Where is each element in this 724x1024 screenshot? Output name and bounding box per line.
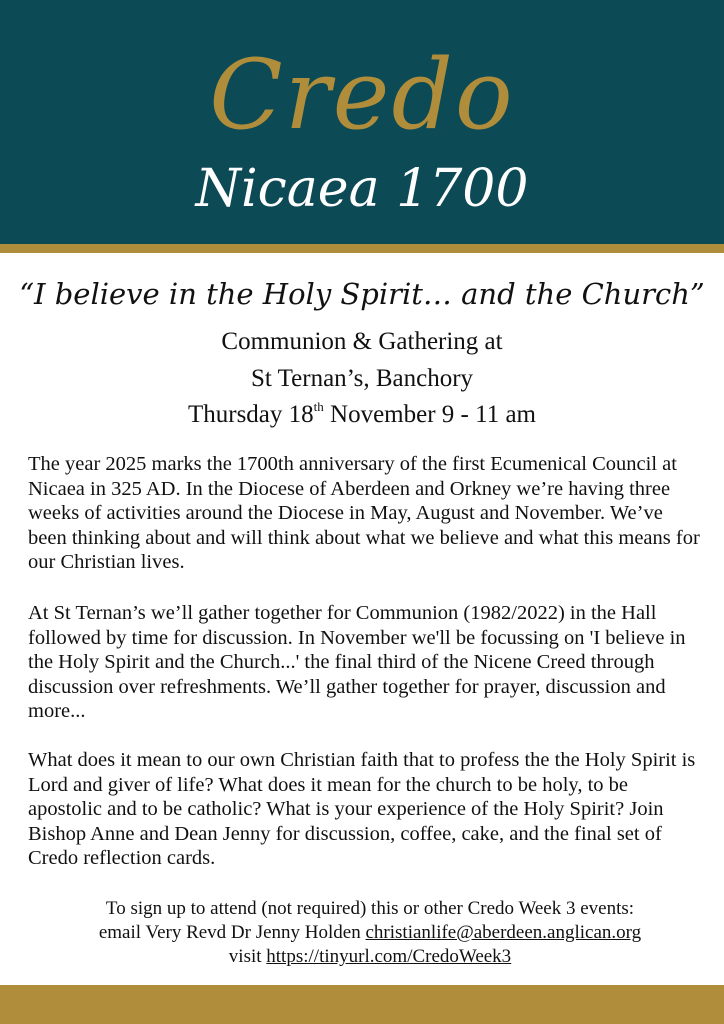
event-date <box>0 398 724 432</box>
paragraph-intro: The year 2025 marks the 1700th anniversary of the first Ecumenical Council at Nicaea in 325 AD. In the Diocese of Aberdeen and Orkney we’re having three weeks of activities around the Diocese in May, August and November. We’ve been thinking about and will think about what we believe and what this means for our Christian lives. <box>28 453 700 573</box>
signup-url-line <box>40 945 700 969</box>
header-banner <box>0 0 724 244</box>
signup-line: To sign up to attend (not required) this or other Credo Week 3 events: <box>105 898 635 919</box>
signup-block <box>40 897 700 969</box>
footer-bar <box>0 985 724 1024</box>
signup-url-prefix: visit <box>228 946 267 967</box>
event-location: St Ternan’s, Banchory <box>250 365 474 392</box>
email-link[interactable]: christianlife@aberdeen.anglican.org <box>365 922 642 943</box>
quote-heading: “I believe in the Holy Spirit… and the Church” <box>19 277 705 311</box>
paragraph-gathering: At St Ternan’s we’ll gather together for Communion (1982/2022) in the Hall followed by time for discussion. In November we'll be focussing on 'I believe in the Holy Spirit and the Church...' the final third of the Nicene Creed through discussion over refreshments. We’ll gather together for prayer, discussion and more... <box>28 602 686 722</box>
signup-email-line <box>40 921 700 945</box>
subtitle-nicaea: Nicaea 1700 <box>195 159 529 219</box>
paragraph-questions: What does it mean to our own Christian faith that to profess the the Holy Spirit is Lord and giver of life? What does it mean for the church to be holy, to be apostolic and to be catholic? What is your experience of the Holy Spirit? Join Bishop Anne and Dean Jenny for discussion, coffee, cake, and the final set of Credo reflection cards. <box>28 749 696 869</box>
gold-divider <box>0 244 724 253</box>
event-date-day: Thursday 18 <box>187 401 314 428</box>
event-title: Communion & Gathering at <box>221 328 503 355</box>
title-credo: Credo <box>209 39 515 151</box>
event-date-time: November 9 - 11 am <box>323 401 536 428</box>
url-link[interactable]: https://tinyurl.com/CredoWeek3 <box>266 946 512 967</box>
signup-email-prefix: email Very Revd Dr Jenny Holden <box>98 922 366 943</box>
event-date-ordinal: th <box>313 398 324 414</box>
